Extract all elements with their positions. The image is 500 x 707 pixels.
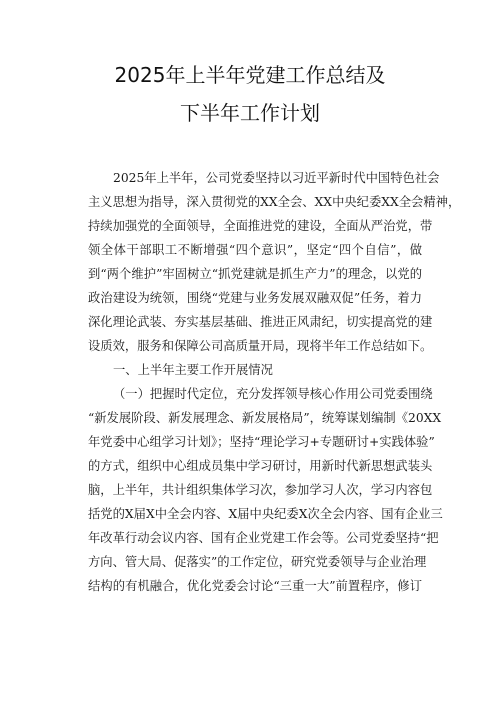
- body-line: 设质效，服务和保障公司高质量开局，现将半年工作总结如下。: [88, 339, 433, 353]
- body-line: 结构的有机融合，优化党委会讨论“三重一大”前置程序，修订: [88, 579, 422, 593]
- body-line: 2025年上半年，公司党委坚持以习近平新时代中国特色社会: [113, 171, 440, 185]
- body-line: 政治建设为统领，围绕“党建与业务发展双融双促”任务，着力: [88, 291, 422, 305]
- body-line: 脑，上半年，共计组织集体学习次，参加学习人次，学习内容包: [88, 483, 433, 497]
- body-line: 年党委中心组学习计划》；坚持“理论学习+专题研讨+实践体验”: [88, 435, 435, 449]
- body-line: 深化理论武装、夯实基层基础、推进正风肃纪，切实提高党的建: [88, 315, 433, 329]
- document-title-line-2: 下半年工作计划: [180, 101, 320, 125]
- body-line: 到“两个维护”牢固树立“抓党建就是抓生产力”的理念，以党的: [88, 267, 422, 281]
- body-line: “新发展阶段、新发展理念、新发展格局”，统筹谋划编制《20XX: [88, 411, 442, 425]
- body-line: 方向、管大局、促落实”的工作定位，研究党委领导与企业治理: [88, 555, 427, 569]
- body-line: （一）把握时代定位，充分发挥领导核心作用公司党委围绕: [113, 387, 433, 401]
- body-line: 括党的X届X中全会内容、X届中央纪委X次全会内容、国有企业三: [88, 507, 443, 521]
- body-line: 持续加强党的全面领导，全面推进党的建设，全面从严治党，带: [88, 219, 433, 233]
- body-line: 的方式，组织中心组成员集中学习研讨，用新时代新思想武装头: [88, 459, 433, 473]
- document-title-line-1: 2025年上半年党建工作总结及: [114, 63, 386, 87]
- body-line: 主义思想为指导，深入贯彻党的XX全会、XX中央纪委XX全会精神，: [88, 195, 461, 209]
- section-heading: 一、上半年主要工作开展情况: [113, 363, 273, 377]
- body-line: 年改革行动会议内容、国有企业党建工作会等。公司党委坚持“把: [88, 531, 439, 545]
- body-line: 领全体干部职工不断增强“四个意识”，坚定“四个自信”，做: [88, 243, 422, 257]
